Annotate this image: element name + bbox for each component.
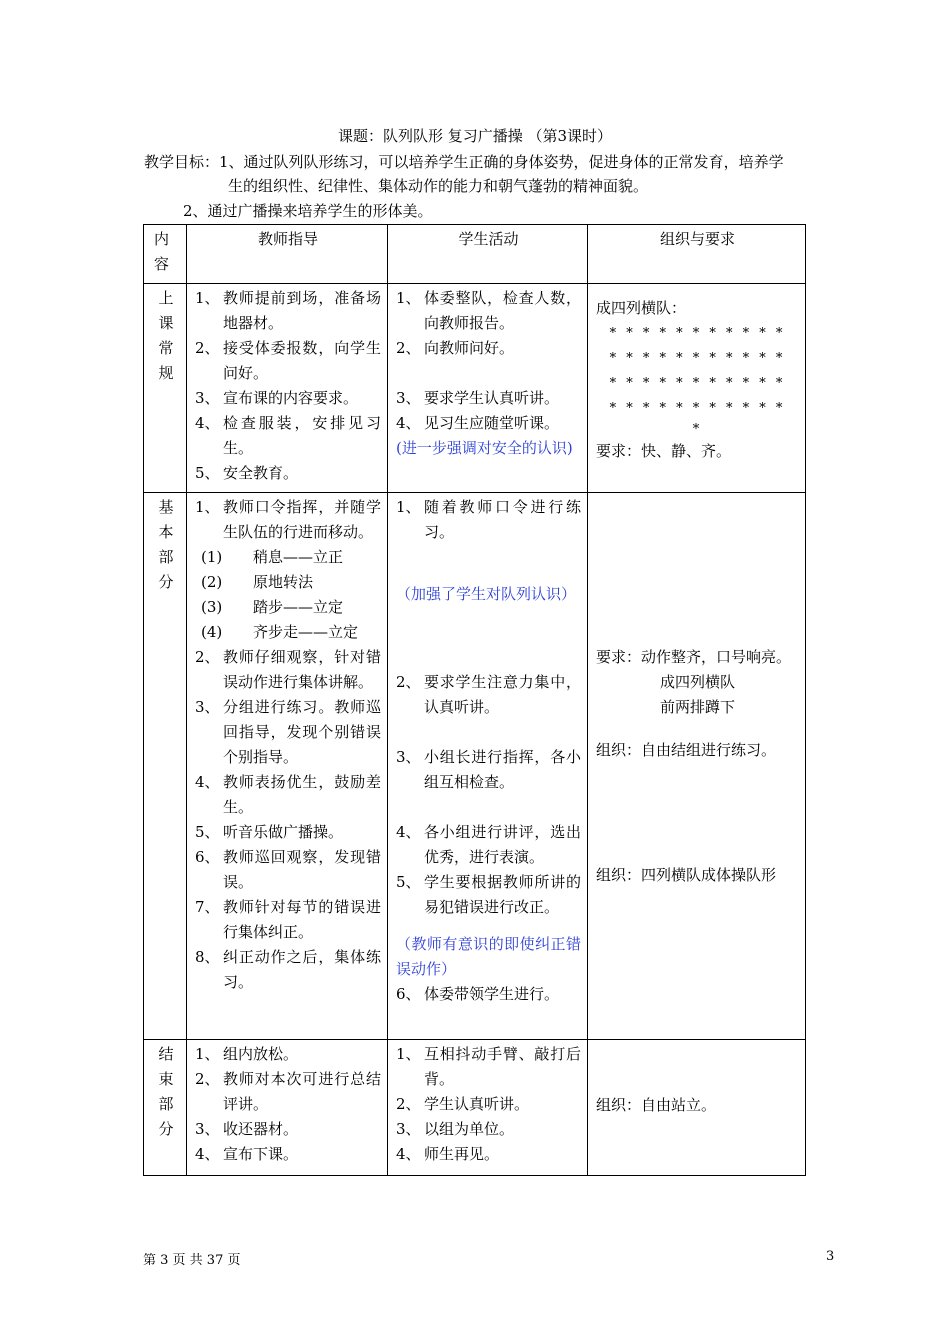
organization-cell bbox=[588, 1040, 806, 1176]
item-number: 1、 bbox=[195, 498, 220, 516]
formation-row: * * * * * * * * * * * bbox=[609, 351, 786, 366]
item-number: 5、 bbox=[396, 873, 421, 891]
list-item bbox=[195, 1042, 381, 1067]
section-char: 结 bbox=[158, 1045, 174, 1063]
item-number: 1、 bbox=[396, 1045, 421, 1063]
section-char: 常 bbox=[158, 339, 174, 357]
student-cell bbox=[388, 493, 588, 1040]
item-text: 安全教育。 bbox=[223, 464, 299, 482]
item-text: 见习生应随堂听课。 bbox=[424, 414, 560, 432]
item-text: 互相抖动手臂、敲打后背。 bbox=[424, 1045, 581, 1088]
objective-item-1-cont: 生的组织性、纪律性、集体动作的能力和朝气蓬勃的精神面貌。 bbox=[228, 177, 649, 195]
sub-number: (4) bbox=[201, 623, 223, 641]
item-number: 7、 bbox=[195, 898, 220, 916]
main-formation: 成四列横队 bbox=[659, 673, 735, 691]
sub-item bbox=[195, 570, 381, 595]
list-item bbox=[195, 1142, 381, 1167]
item-text: 教师对本次可进行总结评讲。 bbox=[223, 1070, 381, 1113]
correction-note: （教师有意识的即使纠正错误动作） bbox=[396, 935, 581, 978]
sub-item bbox=[195, 595, 381, 620]
list-item bbox=[195, 820, 381, 845]
objective-item-2: 2、通过广播操来培养学生的形体美。 bbox=[183, 202, 433, 220]
header-content bbox=[144, 225, 187, 284]
section-main-row bbox=[144, 493, 806, 1040]
item-number: 2、 bbox=[195, 648, 220, 666]
item-text: 纠正动作之后，集体练习。 bbox=[223, 948, 381, 991]
formation-requirement: 要求：快、静、齐。 bbox=[596, 442, 732, 460]
list-item bbox=[396, 670, 581, 720]
section-char: 部 bbox=[158, 548, 174, 566]
section-char: 分 bbox=[158, 1120, 174, 1138]
main-formation-detail: 前两排蹲下 bbox=[659, 698, 735, 716]
item-number: 4、 bbox=[396, 823, 421, 841]
sub-text: 稍息——立正 bbox=[253, 548, 344, 566]
formation-row: * * * * * * * * * * * bbox=[609, 401, 786, 416]
item-number: 1、 bbox=[396, 289, 421, 307]
list-item bbox=[396, 1142, 581, 1167]
item-text: 教师仔细观察，针对错误动作进行集体讲解。 bbox=[223, 648, 381, 691]
lesson-plan-table bbox=[143, 224, 806, 1176]
item-text: 学生要根据教师所讲的易犯错误进行改正。 bbox=[424, 873, 581, 916]
end-organization: 组织：自由站立。 bbox=[596, 1096, 717, 1114]
section-end-row bbox=[144, 1040, 806, 1176]
item-number: 1、 bbox=[195, 289, 220, 307]
item-text: 听音乐做广播操。 bbox=[223, 823, 344, 841]
section-name bbox=[144, 493, 187, 1040]
list-item bbox=[195, 845, 381, 895]
list-item bbox=[195, 336, 381, 386]
item-text: 向教师问好。 bbox=[424, 339, 515, 357]
objective-item-1: 1、通过队列队形练习，可以培养学生正确的身体姿势，促进身体的正常发育，培养学 bbox=[219, 153, 784, 171]
item-text: 学生认真听讲。 bbox=[424, 1095, 530, 1113]
formation-row: * bbox=[692, 422, 703, 437]
list-item bbox=[195, 495, 381, 545]
list-item bbox=[195, 895, 381, 945]
item-text: 体委带领学生进行。 bbox=[424, 985, 560, 1003]
item-number: 2、 bbox=[396, 673, 421, 691]
item-number: 3、 bbox=[195, 1120, 220, 1138]
list-item bbox=[195, 695, 381, 770]
list-item bbox=[396, 1092, 581, 1117]
list-item bbox=[396, 411, 581, 436]
main-requirement: 要求：动作整齐，口号响亮。 bbox=[596, 648, 792, 666]
sub-number: (3) bbox=[201, 598, 223, 616]
item-text: 要求学生注意力集中，认真听讲。 bbox=[424, 673, 581, 716]
section-char: 部 bbox=[158, 1095, 174, 1113]
list-item bbox=[396, 336, 581, 361]
section-name bbox=[144, 284, 187, 493]
item-number: 3、 bbox=[396, 389, 421, 407]
item-text: 随着教师口令进行练习。 bbox=[424, 498, 581, 541]
list-item bbox=[396, 745, 581, 795]
item-number: 8、 bbox=[195, 948, 220, 966]
list-item bbox=[396, 1042, 581, 1092]
item-number: 1、 bbox=[195, 1045, 220, 1063]
item-number: 2、 bbox=[195, 1070, 220, 1088]
list-item bbox=[396, 495, 581, 545]
teacher-cell bbox=[187, 284, 388, 493]
list-item bbox=[195, 461, 381, 486]
sub-text: 齐步走——立定 bbox=[253, 623, 359, 641]
list-item bbox=[195, 945, 381, 995]
list-item bbox=[396, 820, 581, 870]
item-text: 分组进行练习。教师巡回指导，发现个别错误个别指导。 bbox=[223, 698, 381, 766]
section-char: 本 bbox=[158, 523, 174, 541]
item-text: 小组长进行指挥，各小组互相检查。 bbox=[424, 748, 581, 791]
list-item bbox=[195, 1067, 381, 1117]
item-text: 教师巡回观察，发现错误。 bbox=[223, 848, 381, 891]
list-item bbox=[195, 411, 381, 461]
teacher-cell bbox=[187, 1040, 388, 1176]
item-text: 宣布下课。 bbox=[223, 1145, 299, 1163]
organization-cell bbox=[588, 493, 806, 1040]
header-content-char: 容 bbox=[154, 255, 170, 273]
group-organization: 组织：自由结组进行练习。 bbox=[596, 741, 777, 759]
item-number: 4、 bbox=[195, 773, 220, 791]
safety-note: (进一步强调对安全的认识) bbox=[396, 439, 573, 457]
item-text: 组内放松。 bbox=[223, 1045, 299, 1063]
item-text: 教师针对每节的错误进行集体纠正。 bbox=[223, 898, 381, 941]
section-char: 束 bbox=[158, 1070, 174, 1088]
student-cell bbox=[388, 1040, 588, 1176]
list-item bbox=[195, 645, 381, 695]
list-item bbox=[195, 1117, 381, 1142]
section-name bbox=[144, 1040, 187, 1176]
list-item bbox=[396, 1117, 581, 1142]
item-number: 3、 bbox=[195, 389, 220, 407]
lesson-title: 课题：队列队形 复习广播操 （第3课时） bbox=[337, 127, 613, 145]
teacher-cell bbox=[187, 493, 388, 1040]
item-number: 6、 bbox=[396, 985, 421, 1003]
sub-number: (2) bbox=[201, 573, 223, 591]
list-item bbox=[396, 982, 581, 1007]
sub-item bbox=[195, 545, 381, 570]
list-item bbox=[195, 386, 381, 411]
formation-row: * * * * * * * * * * * bbox=[609, 376, 786, 391]
item-number: 2、 bbox=[195, 339, 220, 357]
item-text: 宣布课的内容要求。 bbox=[223, 389, 359, 407]
item-text: 教师口令指挥，并随学生队伍的行进而移动。 bbox=[223, 498, 381, 541]
objective-line-1 bbox=[144, 150, 844, 174]
item-number: 6、 bbox=[195, 848, 220, 866]
table-header-row bbox=[144, 225, 806, 284]
item-number: 4、 bbox=[195, 414, 220, 432]
header-organization: 组织与要求 bbox=[588, 225, 806, 284]
item-text: 以组为单位。 bbox=[424, 1120, 515, 1138]
section-char: 分 bbox=[158, 573, 174, 591]
item-text: 体委整队，检查人数，向教师报告。 bbox=[424, 289, 581, 332]
item-text: 师生再见。 bbox=[424, 1145, 500, 1163]
list-item bbox=[195, 770, 381, 820]
list-item bbox=[195, 286, 381, 336]
list-item bbox=[396, 386, 581, 411]
section-char: 上 bbox=[158, 289, 174, 307]
exercise-organization: 组织：四列横队成体操队形 bbox=[596, 866, 777, 884]
item-number: 4、 bbox=[195, 1145, 220, 1163]
page-number: 3 bbox=[826, 1249, 835, 1264]
item-number: 4、 bbox=[396, 1145, 421, 1163]
formation-title: 成四列横队： bbox=[596, 299, 687, 317]
sub-text: 踏步——立定 bbox=[253, 598, 344, 616]
sub-item bbox=[195, 620, 381, 645]
item-number: 3、 bbox=[396, 1120, 421, 1138]
item-number: 2、 bbox=[396, 1095, 421, 1113]
sub-number: (1) bbox=[201, 548, 223, 566]
formation-row: * * * * * * * * * * * bbox=[609, 326, 786, 341]
item-text: 检查服装，安排见习生。 bbox=[223, 414, 381, 457]
queue-note: （加强了学生对队列认识） bbox=[396, 585, 577, 603]
section-routine-row bbox=[144, 284, 806, 493]
item-number: 3、 bbox=[396, 748, 421, 766]
item-text: 收还器材。 bbox=[223, 1120, 299, 1138]
item-number: 3、 bbox=[195, 698, 220, 716]
item-text: 接受体委报数，向学生问好。 bbox=[223, 339, 381, 382]
section-char: 规 bbox=[158, 364, 174, 382]
list-item bbox=[396, 286, 581, 336]
item-text: 各小组进行讲评，选出优秀，进行表演。 bbox=[424, 823, 581, 866]
item-number: 5、 bbox=[195, 464, 220, 482]
section-char: 基 bbox=[158, 498, 174, 516]
section-char: 课 bbox=[158, 314, 174, 332]
sub-text: 原地转法 bbox=[253, 573, 314, 591]
header-student: 学生活动 bbox=[388, 225, 588, 284]
item-number: 5、 bbox=[195, 823, 220, 841]
header-content-char: 内 bbox=[154, 230, 170, 248]
item-text: 要求学生认真听讲。 bbox=[424, 389, 560, 407]
item-text: 教师提前到场，准备场地器材。 bbox=[223, 289, 381, 332]
item-number: 4、 bbox=[396, 414, 421, 432]
student-cell bbox=[388, 284, 588, 493]
item-text: 教师表扬优生，鼓励差生。 bbox=[223, 773, 381, 816]
item-number: 2、 bbox=[396, 339, 421, 357]
page-info: 第 3 页 共 37 页 bbox=[143, 1253, 241, 1268]
objective-label: 教学目标： bbox=[144, 153, 220, 171]
item-number: 1、 bbox=[396, 498, 421, 516]
list-item bbox=[396, 870, 581, 920]
header-teacher: 教师指导 bbox=[187, 225, 388, 284]
organization-cell bbox=[588, 284, 806, 493]
